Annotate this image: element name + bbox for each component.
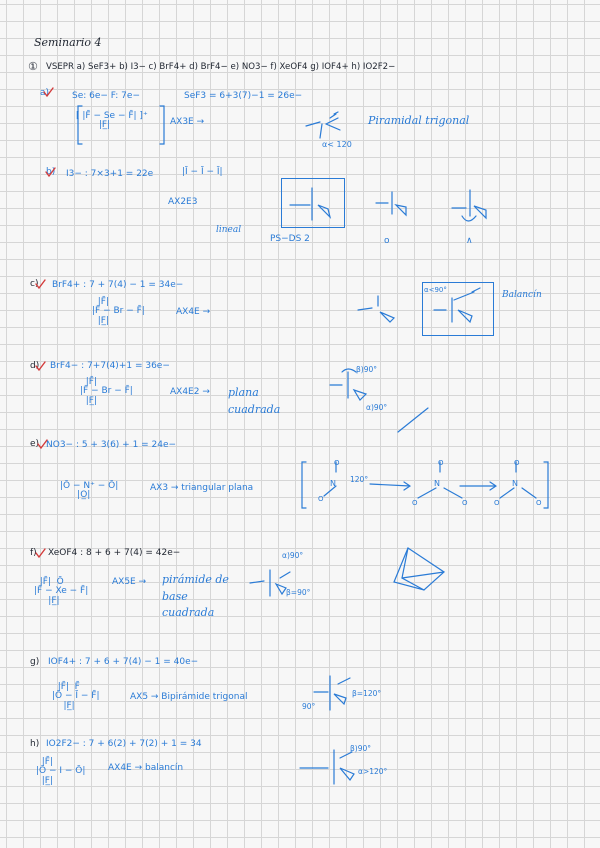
part-b-mark-1: o	[384, 236, 390, 246]
part-f-electron-count: XeOF4 : 8 + 6 + 7(4) = 42e−	[48, 548, 181, 558]
part-b-note: PS−DS 2	[270, 234, 310, 244]
part-g-lewis-structure: |F̄| F̄ |Ō − Ī − F̄| |F̲|	[52, 682, 100, 711]
part-a-geometry: Piramidal trigonal	[368, 114, 470, 127]
part-b-mark-2: ∧	[466, 236, 473, 246]
part-a-label: a)	[40, 88, 50, 98]
part-c-electron-count: BrF4+ : 7 + 7(4) − 1 = 34e−	[52, 280, 184, 290]
part-e-ax-notation: AX3 → triangular plana	[150, 483, 254, 493]
part-a-electrons: Se: 6e− F: 7e−	[72, 91, 140, 101]
part-g-angle-beta: β=120°	[352, 689, 382, 698]
part-h-ax-notation: AX4E → balancín	[108, 763, 184, 773]
part-g-label: g)	[30, 657, 40, 667]
part-g-electron-count: IOF4+ : 7 + 6 + 7(4) − 1 = 40e−	[48, 657, 199, 667]
part-e-lewis-structure: |Ō − N⁺ − Ō| |O̲|	[60, 481, 119, 501]
question-prompt: VSEPR a) SeF3+ b) I3− c) BrF4+ d) BrF4− e) NO3− f) XeOF4 g) IOF4+ h) IO2F2−	[46, 62, 396, 72]
part-e-electron-count: NO3− : 5 + 3(6) + 1 = 24e−	[46, 440, 177, 450]
part-a-ax-notation: AX3E →	[170, 117, 205, 127]
part-e-res3-o-right: O	[536, 499, 542, 507]
part-h-lewis-structure: |F̄| |Ō − I − Ō| |F̲|	[36, 757, 86, 786]
part-e-res1-o-top: O	[334, 459, 340, 467]
part-h-angle-beta: β)90°	[350, 744, 372, 753]
part-e-res1-o-left: O	[318, 495, 324, 503]
part-h-angle-alpha: α>120°	[358, 767, 388, 776]
part-h-label: h)	[30, 739, 40, 749]
part-e-res2-o-top: O	[438, 459, 444, 467]
part-c-label: c)	[30, 279, 39, 289]
part-d-lewis-structure: |F̄| |F̄ − Br − F̄| |F̲|	[80, 377, 133, 406]
part-b-ax-notation: AX2E3	[168, 197, 198, 207]
part-c-lewis-structure: |F̄| |F̄ − Br − F̄| |F̲|	[92, 297, 145, 326]
part-e-res3-o-top: O	[514, 459, 520, 467]
part-c-geometry: Balancín	[502, 290, 542, 300]
part-e-label: e)	[30, 439, 40, 449]
part-h-electron-count: IO2F2− : 7 + 6(2) + 7(2) + 1 = 34	[46, 739, 202, 749]
part-d-electron-count: BrF4− : 7+7(4)+1 = 36e−	[50, 361, 170, 371]
question-number: ①	[28, 60, 38, 73]
part-e-res1-n: N	[330, 479, 336, 488]
part-e-res2-o-right: O	[462, 499, 468, 507]
part-c-ax-notation: AX4E →	[176, 307, 211, 317]
part-f-label: f)	[30, 548, 37, 558]
part-a-angle: α< 120	[322, 140, 352, 149]
part-c-box-label: α<90°	[424, 286, 447, 294]
part-d-ax-notation: AX4E2 →	[170, 387, 210, 397]
part-a-lewis-structure: [ |F̄ − Se − F̄| ]⁺ |F̲|	[76, 111, 148, 131]
part-f-angle-alpha: α)90°	[282, 551, 304, 560]
part-f-ax-notation: AX5E →	[112, 577, 147, 587]
part-f-angle-beta: β=90°	[286, 588, 311, 597]
page-title: Seminario 4	[34, 36, 102, 49]
part-b-lewis-structure: |Ī − Ī − Ī|	[182, 167, 223, 177]
part-d-geometry: plana cuadrada	[228, 386, 281, 416]
part-b-label: b)	[46, 167, 56, 177]
part-e-res2-n: N	[434, 479, 440, 488]
part-e-res2-o-left: O	[412, 499, 418, 507]
part-f-geometry: pirámide de base cuadrada	[162, 573, 229, 619]
part-a-electron-count: SeF3 = 6+3(7)−1 = 26e−	[184, 91, 303, 101]
part-d-angle-alpha: α)90°	[366, 403, 388, 412]
part-f-lewis-structure: |F̄| Ō |F̄ − Xe − F̄| |F̲|	[34, 577, 89, 606]
part-d-label: d)	[30, 361, 40, 371]
part-b-electron-count: I3− : 7×3+1 = 22e	[66, 169, 154, 179]
part-b-geometry: lineal	[216, 225, 242, 235]
part-g-ax-notation: AX5 → Bipirámide trigonal	[130, 692, 248, 702]
part-e-angle: 120°	[350, 475, 369, 484]
part-e-res3-n: N	[512, 479, 518, 488]
part-d-angle-beta: β)90°	[356, 365, 378, 374]
part-e-res3-o-left: O	[494, 499, 500, 507]
part-g-angle-90: 90°	[302, 702, 316, 711]
